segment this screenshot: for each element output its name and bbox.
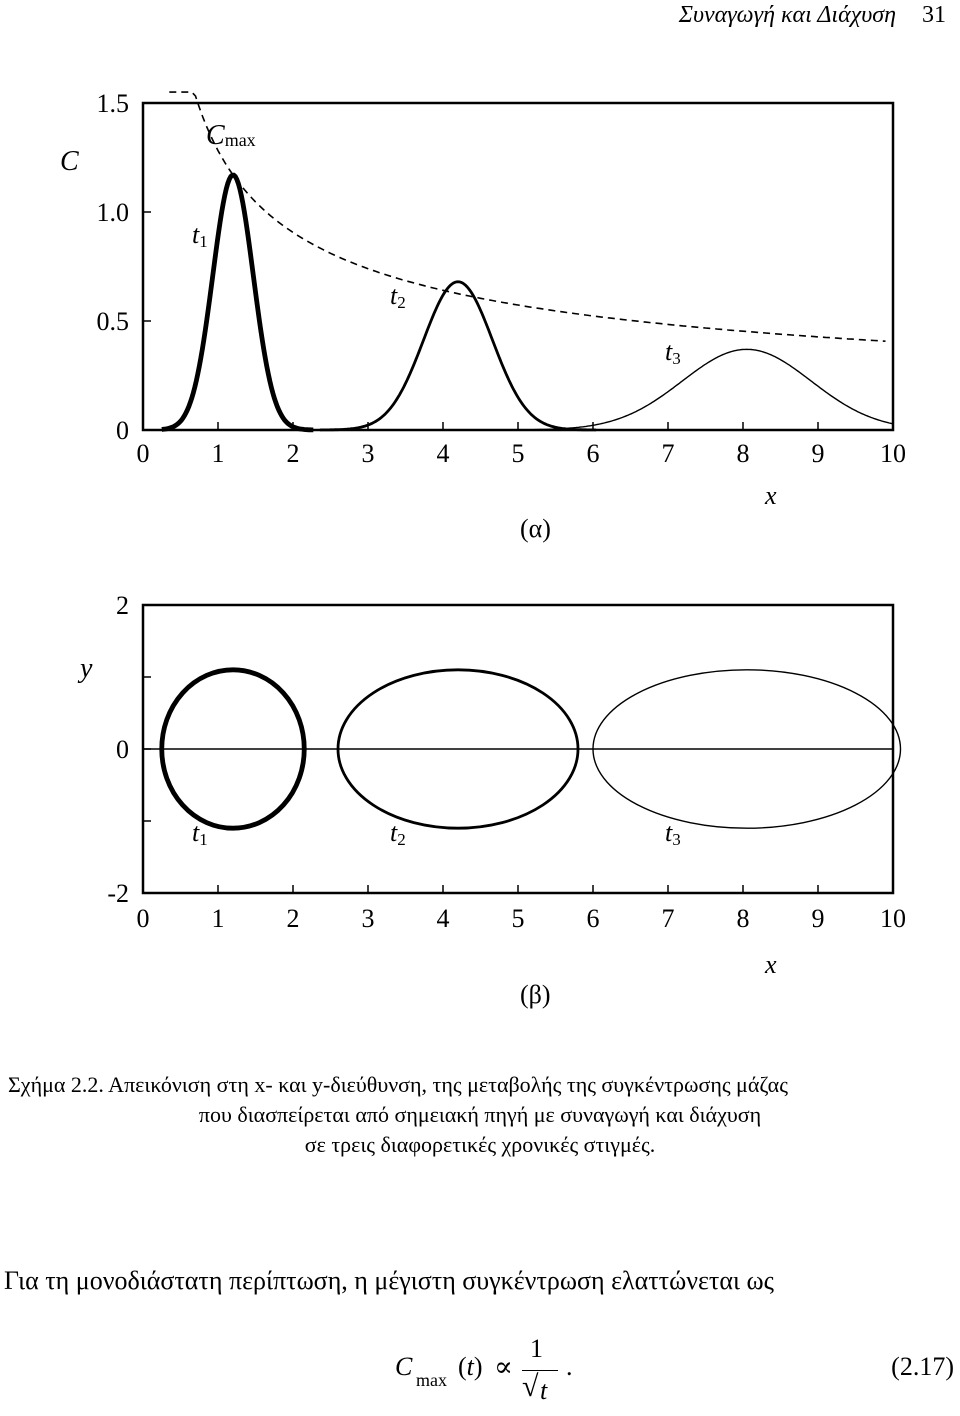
- equation-2-17: [0, 1336, 960, 1416]
- y-tick-label: -2: [107, 879, 129, 908]
- equation-lhs: C: [395, 1352, 413, 1381]
- panel-a-label-t1: [192, 220, 208, 251]
- x-tick-label: 4: [436, 439, 450, 468]
- panel-b-y-axis-label: y: [80, 653, 93, 684]
- label-t1-sub: 1: [199, 232, 208, 251]
- label-t3-sub: 3: [672, 349, 681, 368]
- panel-a-x-axis-label: x: [765, 481, 777, 510]
- panel-a-label: (α): [520, 514, 551, 543]
- body-paragraph: Για τη μονοδιάστατη περίπτωση, η μέγιστη συγκέντρωση ελαττώνεται ως: [4, 1266, 774, 1295]
- panel-b-label: (β): [520, 980, 551, 1009]
- cmax-label: [206, 120, 256, 151]
- y-tick-label: 0.5: [96, 307, 129, 336]
- x-tick-label: 1: [211, 904, 225, 933]
- x-tick-label: 7: [661, 439, 675, 468]
- panel-a: [60, 89, 906, 543]
- panel-b-label-t3: [665, 818, 681, 849]
- label-t1-main: t: [192, 220, 200, 249]
- panel-b-ticks: [107, 591, 906, 933]
- cmax-label-main: C: [206, 120, 225, 151]
- y-tick-label: 1.0: [96, 198, 129, 227]
- y-tick-label: 0: [116, 416, 129, 445]
- panel-b-x-axis-label: x: [765, 950, 777, 979]
- x-tick-label: 0: [136, 439, 150, 468]
- caption-line-1: Σχήμα 2.2. Απεικόνιση στη x- και y-διεύθυνση, της μεταβολής της συγκέντρωσης μάζας: [8, 1072, 788, 1097]
- x-tick-label: 9: [811, 904, 825, 933]
- label-t3-main: t: [665, 337, 673, 366]
- x-tick-label: 5: [511, 904, 525, 933]
- panel-a-frame: [143, 103, 893, 430]
- x-tick-label: 8: [736, 439, 750, 468]
- panel-b-shapes: [143, 670, 901, 828]
- x-tick-label: 0: [136, 904, 150, 933]
- y-tick-label: 2: [116, 591, 129, 620]
- panel-b: [77, 591, 906, 1009]
- x-tick-label: 1: [211, 439, 225, 468]
- x-tick-label: 3: [361, 439, 375, 468]
- x-tick-label: 3: [361, 904, 375, 933]
- page-number: 31: [922, 2, 946, 28]
- panel-a-label-t2: [390, 281, 406, 312]
- x-tick-label: 4: [436, 904, 450, 933]
- equation-denominator: t: [540, 1376, 548, 1405]
- x-tick-label: 8: [736, 904, 750, 933]
- concentration-curve-t2: [320, 282, 596, 430]
- cmax-label-sub: max: [224, 130, 256, 150]
- label-t2-sub: 2: [397, 293, 406, 312]
- equation-numerator: 1: [530, 1334, 543, 1363]
- cmax-envelope-dashed: [169, 92, 885, 341]
- equation-lhs-arg: (t): [458, 1352, 483, 1381]
- label-b-t1-sub: 1: [199, 830, 208, 849]
- panel-a-curves: [162, 92, 892, 430]
- label-t2-main: t: [390, 281, 398, 310]
- caption-line-2: που διασπείρεται από σημειακή πηγή με συναγωγή και διάχυση: [198, 1102, 762, 1127]
- figure-caption: [0, 1070, 960, 1160]
- equation-period: .: [566, 1352, 573, 1381]
- x-tick-label: 10: [880, 439, 906, 468]
- x-tick-label: 2: [286, 904, 300, 933]
- label-b-t3-sub: 3: [672, 830, 681, 849]
- x-tick-label: 6: [586, 439, 600, 468]
- y-tick-label: 0: [116, 735, 129, 764]
- equation-arg-t: t: [466, 1352, 474, 1381]
- x-tick-label: 9: [811, 439, 825, 468]
- panel-a-y-axis-label: C: [60, 146, 79, 177]
- x-tick-label: 6: [586, 904, 600, 933]
- panel-a-label-t3: [665, 337, 681, 368]
- panel-b-label-t2: [390, 818, 406, 849]
- caption-line-3: σε τρεις διαφορετικές χρονικές στιγμές.: [304, 1132, 656, 1157]
- x-tick-label: 5: [511, 439, 525, 468]
- proportional-sign: ∝: [494, 1352, 513, 1383]
- x-tick-label: 2: [286, 439, 300, 468]
- y-tick-label: 1.5: [96, 89, 129, 118]
- equation-lhs-sub: max: [416, 1370, 447, 1390]
- equation-number: (2.17): [891, 1352, 954, 1381]
- label-b-t1-main: t: [192, 818, 200, 847]
- concentration-curve-t3: [489, 349, 892, 430]
- x-tick-label: 10: [880, 904, 906, 933]
- concentration-curve-t1: [162, 175, 313, 430]
- x-tick-label: 7: [661, 904, 675, 933]
- label-b-t3-main: t: [665, 818, 673, 847]
- sqrt-sign: √: [522, 1370, 539, 1403]
- label-b-t2-main: t: [390, 818, 398, 847]
- running-title: Συναγωγή και Διάχυση: [678, 2, 896, 28]
- label-b-t2-sub: 2: [397, 830, 406, 849]
